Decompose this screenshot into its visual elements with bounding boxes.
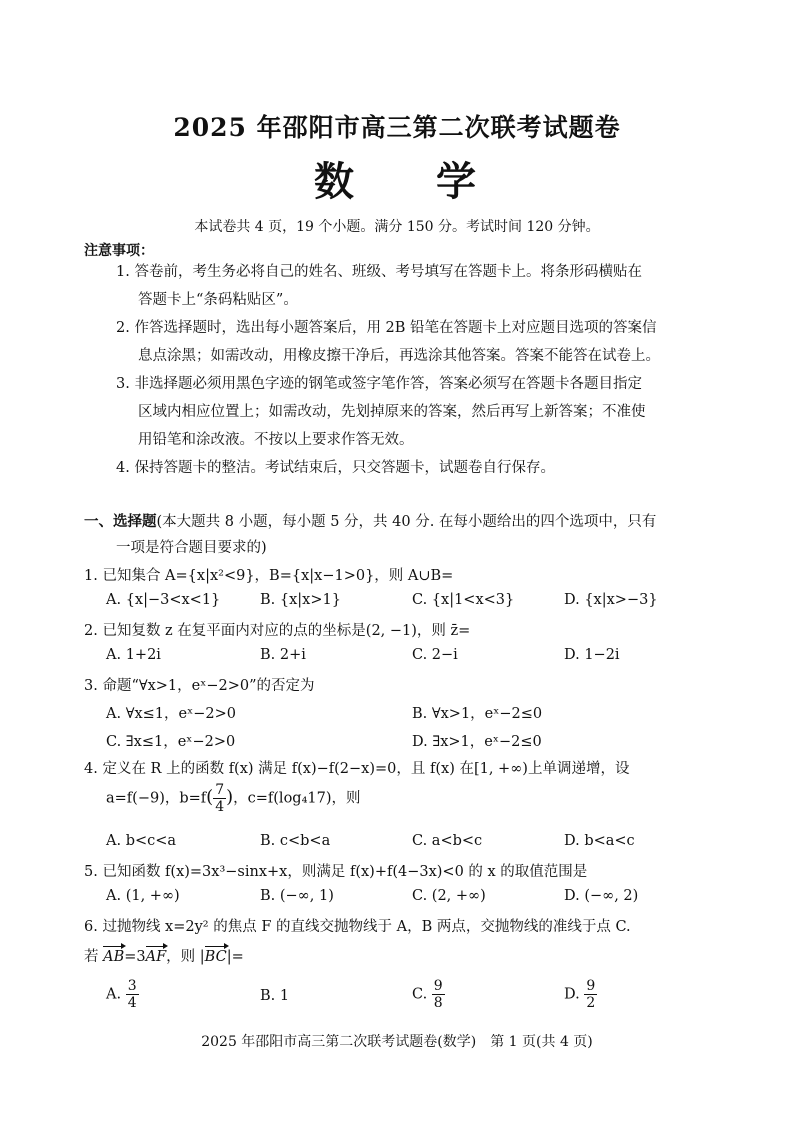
question-6-option-b: B. 1 [260,988,290,1004]
question-4-option-d: D. b<a<c [564,833,635,849]
note-line: 2. 作答选择题时，选出每小题答案后，用 2B 铅笔在答题卡上对应题目选项的答案信 [116,320,657,336]
section-label: 一、选择题 [84,514,157,530]
fraction-numerator: 7 [215,782,225,798]
option-label: D. [564,986,580,1003]
note-line: 区域内相应位置上；如需改动，先划掉原来的答案，然后再写上新答案；不准使 [138,404,646,420]
question-2-option-a: A. 1+2i [106,647,161,663]
fraction-numerator: 9 [586,978,596,994]
question-3-option-a: A. ∀x≤1，eˣ−2>0 [106,706,236,722]
question-6-stem-part: ，则 | [166,949,205,965]
question-4-stem-line1: 4. 定义在 R 上的函数 f(x) 满足 f(x)−f(2−x)=0，且 f(x) 在[1, +∞)上单调递增，设 [84,761,630,777]
notes-heading: 注意事项： [84,243,154,259]
vector-ab: AB [103,949,125,965]
question-4-stem-line2 [106,782,361,815]
question-2-option-d: D. 1−2i [564,647,620,663]
note-line: 3. 非选择题必须用黑色字迹的钢笔或签字笔作答，答案必须写在答题卡各题目指定 [116,376,642,392]
question-2-stem: 2. 已知复数 z 在复平面内对应的点的坐标是(2, −1)，则 z̄= [84,623,471,639]
question-4-stem-part: a=f(−9)，b=f [106,790,207,807]
question-4-option-a: A. b<c<a [106,833,177,849]
question-2-option-c: C. 2−i [412,647,458,663]
fraction [126,978,139,1011]
question-4-stem-part: ，c=f(log₄17)，则 [233,790,361,807]
note-line: 用铅笔和涂改液。不按以上要求作答无效。 [138,432,414,448]
question-6-option-a [106,978,139,1011]
right-paren: ) [226,786,234,808]
note-line: 答题卡上“条码粘贴区”。 [138,292,298,308]
question-3-option-c: C. ∃x≤1，eˣ−2>0 [106,734,236,750]
note-line: 1. 答卷前，考生务必将自己的姓名、班级、考号填写在答题卡上。将条形码横贴在 [116,264,642,280]
question-6-stem-line1: 6. 过抛物线 x=2y² 的焦点 F 的直线交抛物线于 A，B 两点，交抛物线的准线于点 C. [84,919,631,935]
question-5-option-b: B. (−∞, 1) [260,888,334,904]
note-line: 息点涂黑；如需改动，用橡皮擦干净后，再选涂其他答案。答案不能答在试卷上。 [138,348,660,364]
fraction [213,782,226,815]
fraction-denominator: 4 [127,995,137,1011]
question-6-option-c [412,978,445,1011]
question-5-option-d: D. (−∞, 2) [564,888,639,904]
fraction-denominator: 2 [586,995,596,1011]
fraction-numerator: 3 [127,978,137,994]
exam-info: 本试卷共 4 页，19 个小题。满分 150 分。考试时间 120 分钟。 [194,219,600,235]
left-paren: ( [206,786,214,808]
section-desc-cont: 一项是符合题目要求的) [116,540,267,556]
question-2-option-b: B. 2+i [260,647,306,663]
question-3-option-b: B. ∀x>1，eˣ−2≤0 [412,706,543,722]
note-line: 4. 保持答题卡的整洁。考试结束后，只交答题卡，试题卷自行保存。 [116,460,555,476]
vector-af: AF [145,949,167,965]
question-6-stem-part: |= [226,949,244,965]
question-1-stem: 1. 已知集合 A={x|x²<9}，B={x|x−1>0}，则 A∪B= [84,568,454,584]
question-6-stem-line2 [84,945,244,966]
question-1-option-d: D. {x|x>−3} [564,592,658,608]
fraction-denominator: 4 [215,799,225,815]
fraction-numerator: 9 [433,978,443,994]
question-3-stem: 3. 命题“∀x>1，eˣ−2>0”的否定为 [84,678,315,694]
question-6-option-d [564,978,597,1011]
fraction-denominator: 8 [433,995,443,1011]
fraction [584,978,597,1011]
question-5-option-a: A. (1, +∞) [106,888,180,904]
option-label: A. [106,986,122,1003]
vector-bc: BC [204,949,227,965]
exam-title: 2025 年邵阳市高三第二次联考试题卷 [173,113,621,142]
option-label: C. [412,986,428,1003]
question-1-option-a: A. {x|−3<x<1} [106,592,221,608]
question-6-stem-part: =3 [124,949,146,965]
question-4-option-c: C. a<b<c [412,833,483,849]
question-6-stem-part: 若 [84,949,104,965]
question-1-option-b: B. {x|x>1} [260,592,341,608]
question-5-option-c: C. (2, +∞) [412,888,486,904]
question-3-option-d: D. ∃x>1，eˣ−2≤0 [412,734,542,750]
question-5-stem: 5. 已知函数 f(x)=3x³−sinx+x，则满足 f(x)+f(4−3x)<0 的 x 的取值范围是 [84,864,588,880]
section-heading [84,510,656,531]
section-desc: (本大题共 8 小题，每小题 5 分，共 40 分. 在每小题给出的四个选项中，只有 [156,514,657,530]
page-footer: 2025 年邵阳市高三第二次联考试题卷(数学) 第 1 页(共 4 页) [201,1034,593,1050]
subject-title: 数 学 [314,158,510,205]
question-4-option-b: B. c<b<a [260,833,331,849]
question-1-option-c: C. {x|1<x<3} [412,592,515,608]
fraction [432,978,445,1011]
